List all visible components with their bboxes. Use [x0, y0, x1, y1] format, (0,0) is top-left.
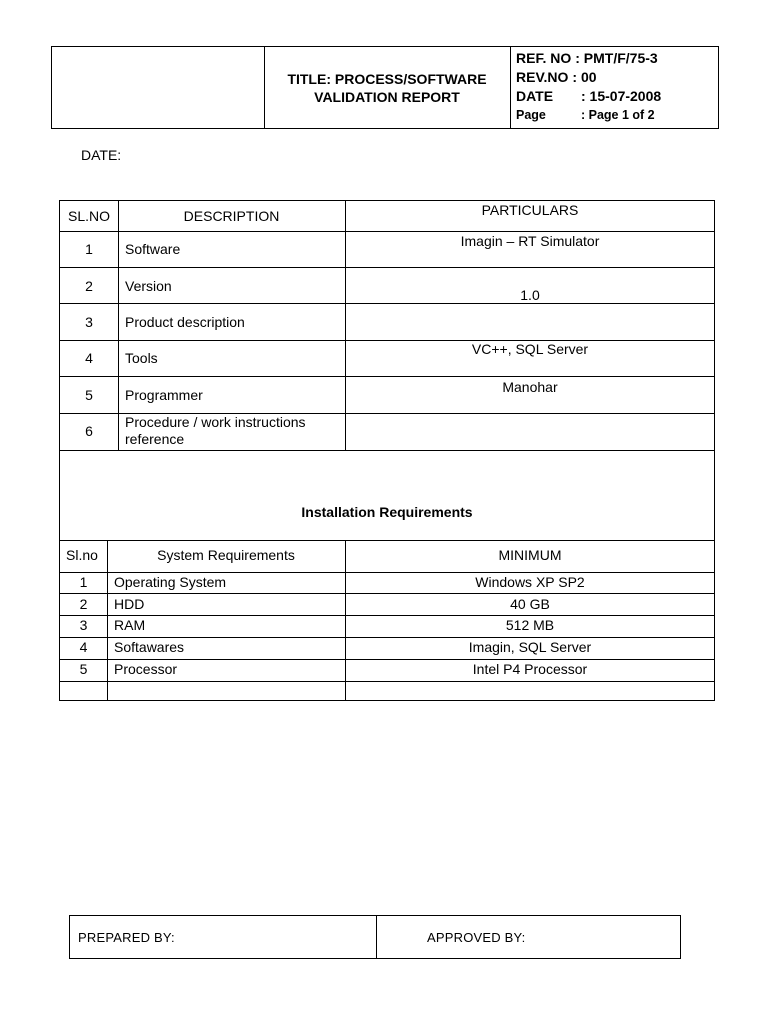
row-5-no: 5 — [85, 387, 93, 403]
req-row-2-no: 2 — [79, 596, 88, 612]
row-3-description: Product description — [125, 314, 245, 330]
row-4-particulars: VC++, SQL Server — [471, 341, 589, 357]
req-row-3-minimum: 512 MB — [505, 617, 555, 633]
meta-page: Page : Page 1 of 2 — [516, 108, 655, 122]
req-row-5-no: 5 — [79, 661, 88, 677]
row-1-description: Software — [125, 241, 181, 257]
document-header — [51, 46, 719, 129]
title-line-2: VALIDATION REPORT — [314, 88, 460, 105]
logo-cell — [52, 47, 265, 128]
req-row-1-requirement: Operating System — [114, 574, 227, 590]
req-row-1-minimum: Windows XP SP2 — [475, 574, 585, 590]
row-2-particulars: 1.0 — [520, 287, 540, 303]
row-6-no: 6 — [85, 423, 93, 439]
installation-heading: Installation Requirements — [301, 504, 473, 520]
signature-footer — [69, 915, 681, 959]
document-meta — [510, 47, 718, 128]
req-row-1-no: 1 — [79, 574, 88, 590]
approved-by-label: APPROVED BY: — [427, 930, 526, 945]
prepared-by-label: PREPARED BY: — [78, 930, 175, 945]
row-6-description-line-1: Procedure / work instructions — [125, 414, 306, 430]
column-header-slno: SL.NO — [67, 208, 110, 224]
meta-date: DATE : 15-07-2008 — [516, 88, 662, 104]
req-row-4-no: 4 — [79, 639, 88, 655]
meta-rev-no: REV.NO : 00 — [516, 69, 597, 85]
row-3-no: 3 — [85, 314, 93, 330]
column-header-description: DESCRIPTION — [183, 208, 280, 224]
row-2-description: Version — [125, 278, 172, 294]
req-row-4-minimum: Imagin, SQL Server — [468, 639, 592, 655]
validation-table — [59, 200, 715, 701]
row-4-no: 4 — [85, 350, 93, 366]
row-5-description: Programmer — [125, 387, 203, 403]
req-row-4-requirement: Softawares — [114, 639, 185, 655]
row-6-description-line-2: reference — [125, 431, 185, 447]
title-line-1: TITLE: PROCESS/SOFTWARE — [287, 70, 487, 87]
row-2-no: 2 — [85, 278, 93, 294]
req-row-2-minimum: 40 GB — [510, 596, 550, 612]
row-5-particulars: Manohar — [502, 379, 558, 395]
req-row-2-requirement: HDD — [114, 596, 145, 612]
row-1-particulars: Imagin – RT Simulator — [460, 233, 600, 249]
row-4-description: Tools — [125, 350, 158, 366]
req-row-3-no: 3 — [79, 617, 88, 633]
req-row-5-minimum: Intel P4 Processor — [472, 661, 588, 677]
date-label: DATE: — [81, 147, 122, 163]
column-header-sl-no: Sl.no — [66, 547, 98, 563]
document-title — [264, 47, 511, 128]
column-header-system-requirements: System Requirements — [157, 547, 295, 563]
column-header-minimum: MINIMUM — [498, 547, 562, 563]
meta-ref-no: REF. NO : PMT/F/75-3 — [516, 50, 658, 66]
req-row-3-requirement: RAM — [114, 617, 146, 633]
column-header-particulars: PARTICULARS — [481, 202, 579, 218]
row-6-description — [125, 414, 306, 448]
req-row-5-requirement: Processor — [114, 661, 178, 677]
row-1-no: 1 — [85, 241, 93, 257]
